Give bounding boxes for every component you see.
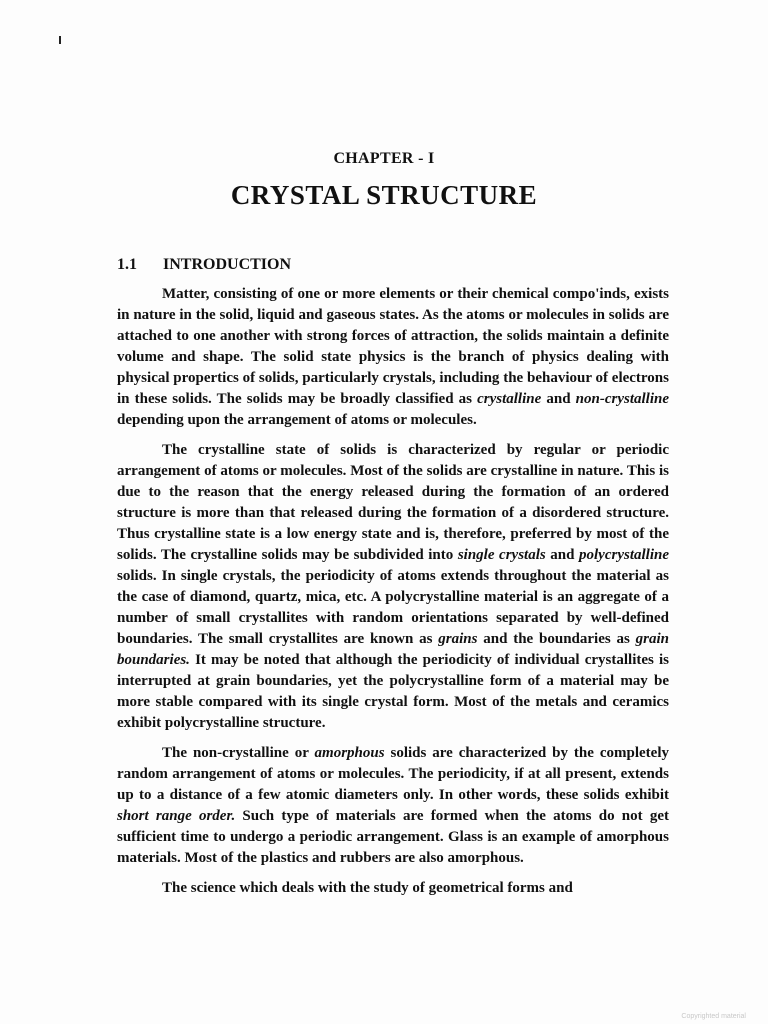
italic-term: grains (438, 631, 478, 647)
text-run: It may be noted that although the periodicity of individual crystallites is interrupted at grain boundaries, yet the polycrystalline form of a material may be more stable compared with its single crystal form. Most of the metals and ceramics exhibit polycrystalline structure. (117, 652, 669, 731)
italic-term: short range order. (117, 808, 236, 824)
paragraph (117, 440, 669, 734)
body-text (117, 284, 669, 908)
italic-term: polycrystalline (579, 547, 669, 563)
chapter-title: CRYSTAL STRUCTURE (230, 180, 538, 210)
section-heading (117, 256, 291, 274)
chapter-label: CHAPTER - I (333, 150, 435, 167)
text-run: Such type of materials are formed when the atoms do not get sufficient time to undergo a periodic arrangement. Glass is an example of amorphous materials. Most of the plastics and rubbers are also amorphous. (117, 808, 669, 866)
text-run: The non-crystalline or (162, 745, 315, 761)
paragraph (117, 878, 669, 899)
scan-artifact-mark (59, 36, 61, 44)
text-run: depending upon the arrangement of atoms or molecules. (117, 412, 477, 428)
text-run: and (541, 391, 576, 407)
text-run: The crystalline state of solids is characterized by regular or periodic arrangement of atoms or molecules. Most of the solids are crystalline in nature. This is due to the reason that the energy released during the formation of an ordered structure is more than that released during the formation of a disordered structure. Thus crystalline state is a low energy state and is, therefore, preferred by most of the solids. The crystalline solids may be subdivided into (117, 442, 669, 563)
italic-term: single crystals (457, 547, 546, 563)
italic-term: grain boundaries. (117, 631, 669, 668)
paragraph (117, 284, 669, 431)
text-run: solids. In single crystals, the periodicity of atoms extends throughout the material as the case of diamond, quartz, mica, etc. A polycrystalline material is an aggregate of a number of small crystallites with random orientations separated by well-defined boundaries. The small crystallites are known as (117, 568, 669, 647)
text-run: solids are characterized by the completely random arrangement of atoms or molecules. The periodicity, if at all present, extends up to a distance of a few atomic diameters only. In other words, these solids exhibit (117, 745, 669, 803)
section-number: 1.1 (117, 256, 137, 273)
copyright-watermark: Copyrighted material (681, 1013, 746, 1020)
text-run: and the boundaries as (477, 631, 636, 647)
text-run: Matter, consisting of one or more elements or their chemical compo'inds, exists in nature in the solid, liquid and gaseous states. As the atoms or molecules in solids are attached to one another with strong forces of attraction, the solids maintain a definite volume and shape. The solid state physics is the branch of physics dealing with physical propertics of solids, particularly crystals, including the behaviour of electrons in these solids. The solids may be broadly classified as (117, 286, 669, 407)
italic-term: non-crystalline (575, 391, 669, 407)
text-run: and (545, 547, 579, 563)
section-title: INTRODUCTION (163, 256, 292, 273)
paragraph (117, 743, 669, 869)
text-run: The science which deals with the study of geometrical forms and (162, 880, 573, 896)
italic-term: crystalline (477, 391, 542, 407)
italic-term: amorphous (314, 745, 385, 761)
